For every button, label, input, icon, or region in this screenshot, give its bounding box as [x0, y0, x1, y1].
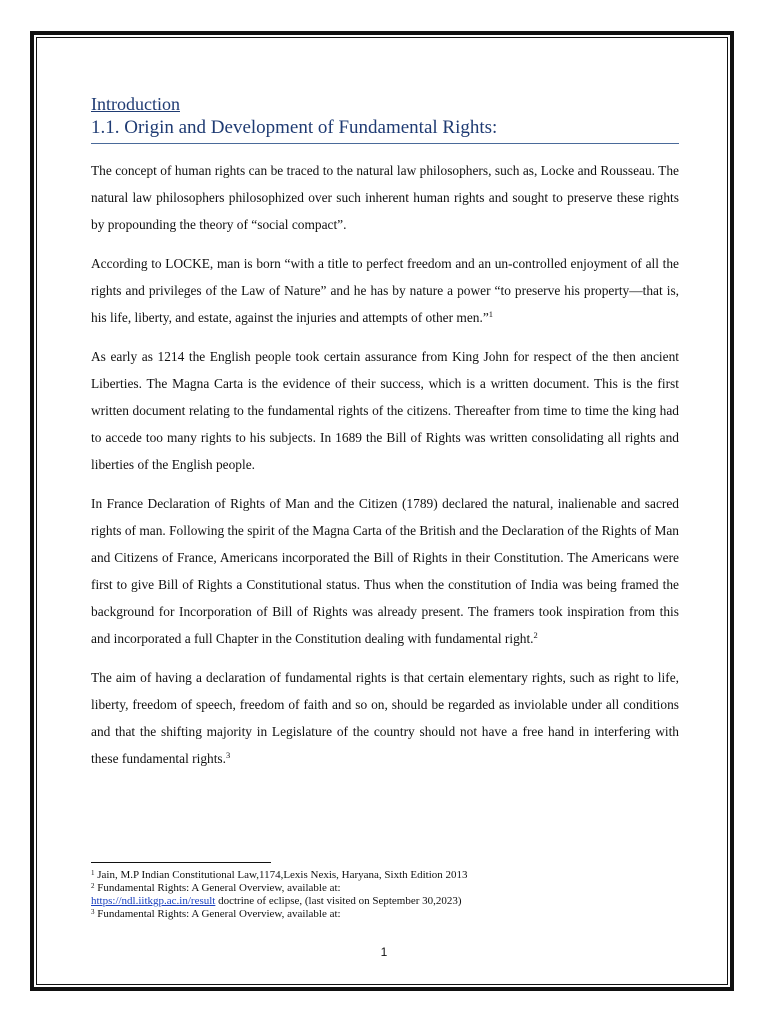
- footnote-1: $^1$ Jain, M.P Indian Constitutional Law,1174,Lexis Nexis, Haryana, Sixth Edition 2013: [91, 869, 468, 881]
- heading-divider: [91, 143, 679, 144]
- footnote-2: $^2$ Fundamental Rights: A General Overview, available at:: [91, 882, 341, 894]
- footnote-2-cont: https://ndl.iitkgp.ac.in/result doctrine of eclipse, (last visited on September 30,2023): [91, 895, 462, 907]
- footnote-separator: [91, 862, 271, 863]
- paragraph-2: According to LOCKE, man is born “with a title to perfect freedom and an un-controlled enjoyment of all the rights and privileges of the Law of Nature” and he has by nature a power “to preserve his property—that is, his life, liberty, and estate, against the injuries and attempts of other men.”$^1$: [91, 256, 679, 325]
- paragraph-3: As early as 1214 the English people took certain assurance from King John for respect of the then ancient Liberties. The Magna Carta is the evidence of their success, which is a written document. This is the first written document relating to the fundamental rights of the citizens. Thereafter from time to time the king had to accede too many rights to his subjects. In 1689 the Bill of Rights was written consolidating all rights and liberties of the English people.: [91, 349, 679, 472]
- page-number: 1: [380, 945, 388, 959]
- footnote-ref-1[interactable]: 1: [488, 309, 494, 319]
- subsection-heading: 1.1. Origin and Development of Fundamental Rights:: [91, 117, 498, 138]
- footnote-ref-2[interactable]: 2: [533, 630, 538, 640]
- footnotes: [91, 869, 679, 921]
- paragraph-1: The concept of human rights can be traced to the natural law philosophers, such as, Locke and Rousseau. The natural law philosophers philosophized over such inherent human rights and sought to preserve these rights by propounding the theory of “social compact”.: [91, 163, 679, 232]
- footnote-ref-3[interactable]: 3: [226, 750, 231, 760]
- footnote-2-link[interactable]: https://ndl.iitkgp.ac.in/result: [91, 895, 216, 907]
- section-heading: Introduction: [91, 94, 180, 114]
- footnote-3: $^3$ Fundamental Rights: A General Overview, available at:: [91, 908, 341, 920]
- paragraph-5: The aim of having a declaration of fundamental rights is that certain elementary rights, such as right to life, liberty, freedom of speech, freedom of faith and so on, should be regarded as inviolable under all conditions and that the shifting majority in Legislature of the country should not have a free hand in interfering with these fundamental rights.$^3$: [91, 670, 679, 766]
- document-body: [91, 92, 679, 784]
- paragraph-4: In France Declaration of Rights of Man and the Citizen (1789) declared the natural, inalienable and sacred rights of man. Following the spirit of the Magna Carta of the British and the Declaration of the Rights of Man and Citizens of France, Americans incorporated the Bill of Rights in their Constitution. The Americans were first to give Bill of Rights a Constitutional status. Thus when the constitution of India was being framed the background for Incorporation of Bill of Rights was already present. The framers took inspiration from this and incorporated a full Chapter in the Constitution dealing with fundamental right.$^2$: [91, 496, 679, 646]
